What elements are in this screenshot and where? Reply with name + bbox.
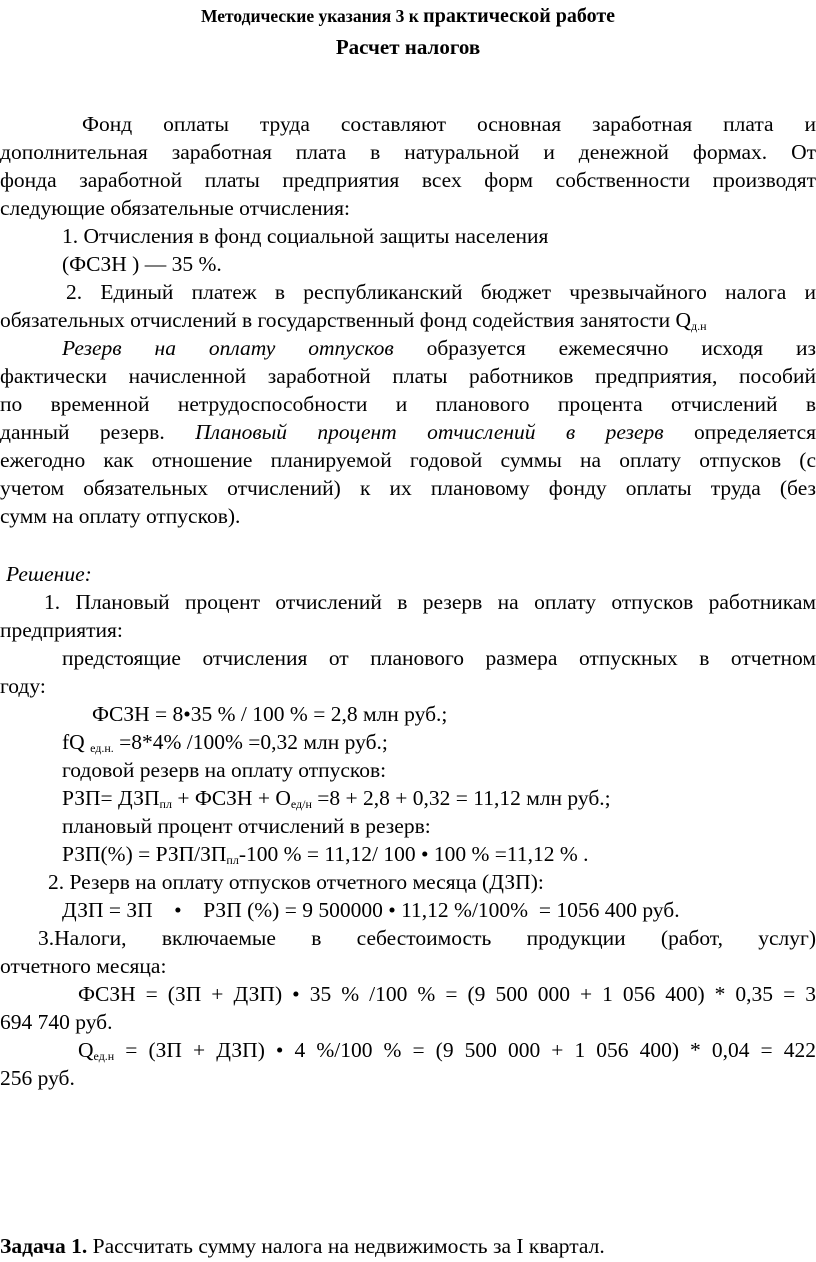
document-subtitle: Расчет налогов [335,35,481,59]
step-3-line-1: 3.Налоги, включаемые в себестоимость продукции (работ, услуг) [38,926,816,950]
annual-reserve-label: годовой резерв на оплату отпусков: [62,758,387,782]
task-1 [0,1232,816,1260]
title-part-2: практической работе [423,5,616,27]
formula-fszn-planned: ФСЗН = 8•35 % / 100 % = 2,8 млн руб.; [92,702,448,726]
reserve-line-6: учетом обязательных отчислений) к их плановому фонду оплаты труда (без [0,476,816,500]
title-part-1: Методические указания 3 к [200,6,424,26]
intro-line-4: следующие обязательные отчисления: [0,196,350,220]
step-1-line-1: 1. Плановый процент отчислений в резерв на оплату отпусков работникам [44,590,816,614]
list-item-1-line-2: (ФСЗН ) — 35 %. [62,252,222,276]
list-item-2-line-1: 2. Единый платеж в республиканский бюджет чрезвычайного налога и [66,280,816,304]
intro-line-2: дополнительная заработная плата в натуральной и денежной формах. От [0,140,816,164]
formula-fq-planned: fQ $_{ед.н.}$ =8*4% /100% =0,32 млн руб.; [62,730,388,755]
reserve-line-3: по временной нетрудоспособности и планового процента отчислений в [0,392,816,416]
intro-line-3: фонда заработной платы предприятия всех форм собственности производят [0,168,816,192]
reserve-line-4: данный резерв. Плановый процент отчислений в резерв определяется [0,420,816,444]
solution-heading: Решение: [6,562,92,586]
step-2: 2. Резерв на оплату отпусков отчетного месяца (ДЗП): [48,870,544,894]
document-title [0,2,816,30]
planned-percent-term: Плановый процент отчислений в резерв [195,420,664,444]
step-3-line-2: отчетного месяца: [0,954,167,978]
list-item-1-line-1: 1. Отчисления в фонд социальной защиты населения [62,224,549,248]
reserve-line-5: ежегодно как отношение планируемой годовой суммы на оплату отпусков (с [0,448,816,472]
planned-percent-label: плановый процент отчислений в резерв: [62,814,431,838]
step-1-line-4: году: [0,674,46,698]
formula-fszn-line-1: ФСЗН = (ЗП + ДЗП) • 35 % /100 % = (9 500 000 + 1 056 400) * 0,35 = 3 [78,982,816,1006]
step-1-line-3: предстоящие отчисления от планового размера отпускных в отчетном [62,646,816,670]
formula-q-line-1: $Q_{ед.н} = (ЗП + ДЗП)$ • 4 %/100 % = (9 500 000 + 1 056 400) * 0,04 = 422 [78,1038,816,1063]
reserve-term: Резерв на оплату отпусков [62,336,394,360]
task-text: Рассчитать сумму налога на недвижимость за I квартал. [87,1234,605,1258]
reserve-line-1: Резерв на оплату отпусков образуется ежемесячно исходя из [62,336,816,360]
formula-fszn-line-2: 694 740 руб. [0,1010,113,1034]
intro-line-1: Фонд оплаты труда составляют основная заработная плата и [82,112,816,136]
formula-rzp-percent: РЗП(%) = РЗП/$ЗП_{пл}-100$ % = 11,12/ 100 • 100 % =11,12 % . [62,842,589,867]
task-label: Задача 1. [0,1234,88,1258]
reserve-line-7: сумм на оплату отпусков). [0,504,241,528]
step-1-line-2: предприятия: [0,618,123,642]
list-item-2-line-2: обязательных отчислений в государственный фонд содействия занятости $Q_{д.н}$ [0,308,707,333]
formula-rzp: $РЗП= ДЗП_{пл}$ + ФСЗН + $О_{ед/н} =8 + 2,8 + 0,32 = 11,12$ млн руб.; [62,786,611,811]
reserve-line-2: фактически начисленной заработной платы работников предприятия, пособий [0,364,816,388]
formula-dzp: ДЗП = ЗП • РЗП (%) = 9 500000 • 11,12 %/100% = 1056 400 руб. [62,898,680,922]
formula-q-line-2: 256 руб. [0,1066,75,1090]
